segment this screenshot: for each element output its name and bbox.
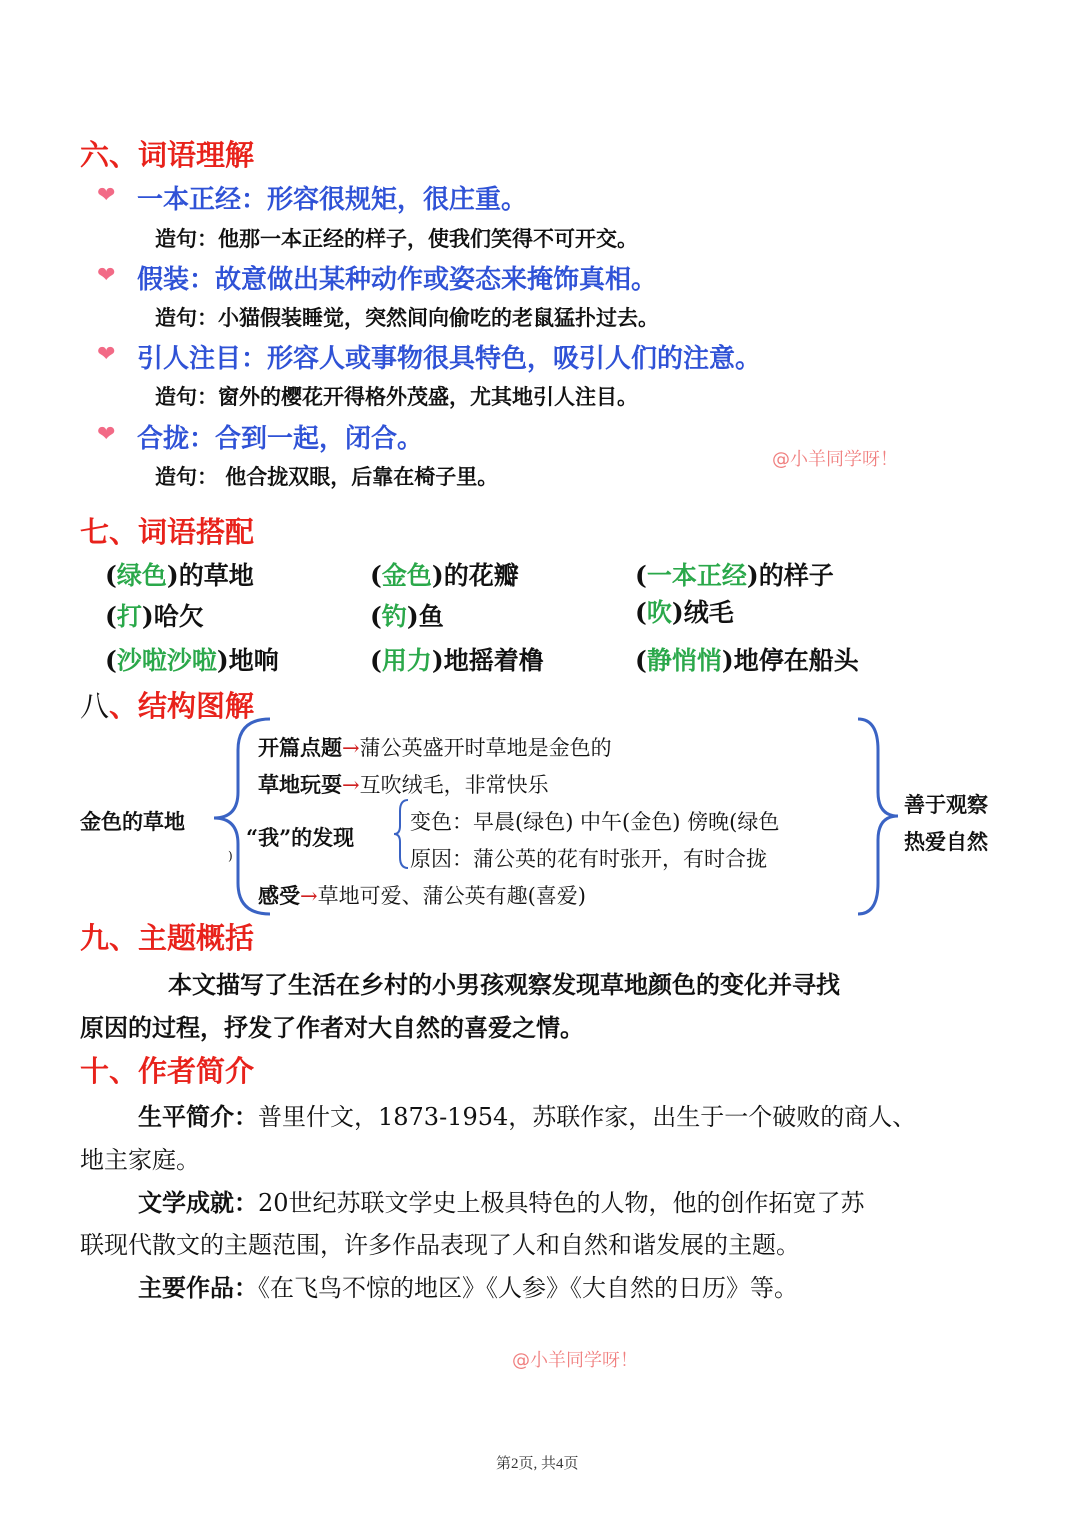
collocation: (金色)的花瓣 bbox=[370, 561, 519, 590]
collocation: (一本正经)的样子 bbox=[635, 561, 834, 590]
achievement-line-1: 文学成就：20世纪苏联文学史上极具特色的人物，他的创作拓宽了苏 bbox=[138, 1188, 865, 1217]
collocation: (绿色)的草地 bbox=[105, 561, 254, 590]
collocation: (用力)地摇着橹 bbox=[370, 646, 544, 675]
page-number: 第2页, 共4页 bbox=[496, 1456, 579, 1472]
term-4: 合拢：合到一起，闭合。 bbox=[137, 424, 424, 454]
collocation: (打)哈欠 bbox=[105, 602, 204, 631]
heart-icon: ❤ bbox=[97, 263, 116, 288]
structure-root: 金色的草地 bbox=[80, 809, 185, 834]
structure-right-1: 善于观察 bbox=[904, 792, 988, 817]
section7-title: 七、词语搭配 bbox=[80, 515, 255, 549]
branch-3-sub-2: 原因：蒲公英的花有时张开，有时合拢 bbox=[410, 847, 767, 871]
sentence-4: 造句： 他合拢双眼，后靠在椅子里。 bbox=[155, 464, 499, 489]
heart-icon: ❤ bbox=[97, 342, 116, 367]
collocation: (静悄悄)地停在船头 bbox=[635, 646, 859, 675]
branch-4: 感受→草地可爱、蒲公英有趣(喜爱) bbox=[258, 883, 586, 908]
sentence-2: 造句：小猫假装睡觉，突然间向偷吃的老鼠猛扑过去。 bbox=[155, 305, 659, 330]
watermark: @小羊同学呀！ bbox=[772, 449, 898, 470]
branch-3-sub-1: 变色：早晨(绿色) 中午(金色) 傍晚(绿色 bbox=[410, 810, 780, 834]
achievement-line-2: 联现代散文的主题范围，许多作品表现了人和自然和谐发展的主题。 bbox=[80, 1231, 800, 1259]
branch-3: “我”的发现 bbox=[246, 825, 355, 850]
right-brace bbox=[858, 719, 898, 914]
collocation: (沙啦沙啦)地响 bbox=[105, 646, 279, 675]
works-line: 主要作品：《在飞鸟不惊的地区》《人参》《大自然的日历》等。 bbox=[138, 1273, 798, 1302]
theme-line-2: 原因的过程，抒发了作者对大自然的喜爱之情。 bbox=[80, 1013, 584, 1042]
structure-right-2: 热爱自然 bbox=[904, 829, 988, 854]
watermark: @小羊同学呀！ bbox=[512, 1350, 638, 1371]
branch-1: 开篇点题→蒲公英盛开时草地是金色的 bbox=[258, 735, 612, 760]
sentence-3: 造句：窗外的樱花开得格外茂盛，尤其地引人注目。 bbox=[155, 384, 638, 409]
bio-line-1: 生平简介：普里什文，1873-1954，苏联作家，出生于一个破败的商人、 bbox=[138, 1102, 917, 1131]
sentence-1: 造句：他那一本正经的样子，使我们笑得不可开交。 bbox=[155, 226, 638, 251]
heart-icon: ❤ bbox=[97, 422, 116, 447]
collocation: (吹)绒毛 bbox=[635, 598, 734, 627]
section10-title: 十、作者简介 bbox=[80, 1054, 255, 1088]
section6-title: 六、词语理解 bbox=[80, 138, 255, 172]
stray-paren: ) bbox=[228, 849, 233, 863]
theme-line-1: 本文描写了生活在乡村的小男孩观察发现草地颜色的变化并寻找 bbox=[168, 970, 840, 999]
term-3: 引人注目：形容人或事物很具特色，吸引人们的注意。 bbox=[137, 344, 762, 374]
heart-icon: ❤ bbox=[97, 183, 116, 208]
term-1: 一本正经：形容很规矩，很庄重。 bbox=[137, 185, 528, 215]
section9-title: 九、主题概括 bbox=[80, 921, 255, 955]
branch-2: 草地玩耍→互吹绒毛，非常快乐 bbox=[258, 772, 549, 797]
inner-brace bbox=[394, 800, 408, 868]
bio-line-2: 地主家庭。 bbox=[80, 1146, 200, 1174]
term-2: 假装：故意做出某种动作或姿态来掩饰真相。 bbox=[137, 265, 658, 295]
section8-title: 八、结构图解 bbox=[80, 689, 255, 723]
collocation: (钓)鱼 bbox=[370, 602, 444, 631]
